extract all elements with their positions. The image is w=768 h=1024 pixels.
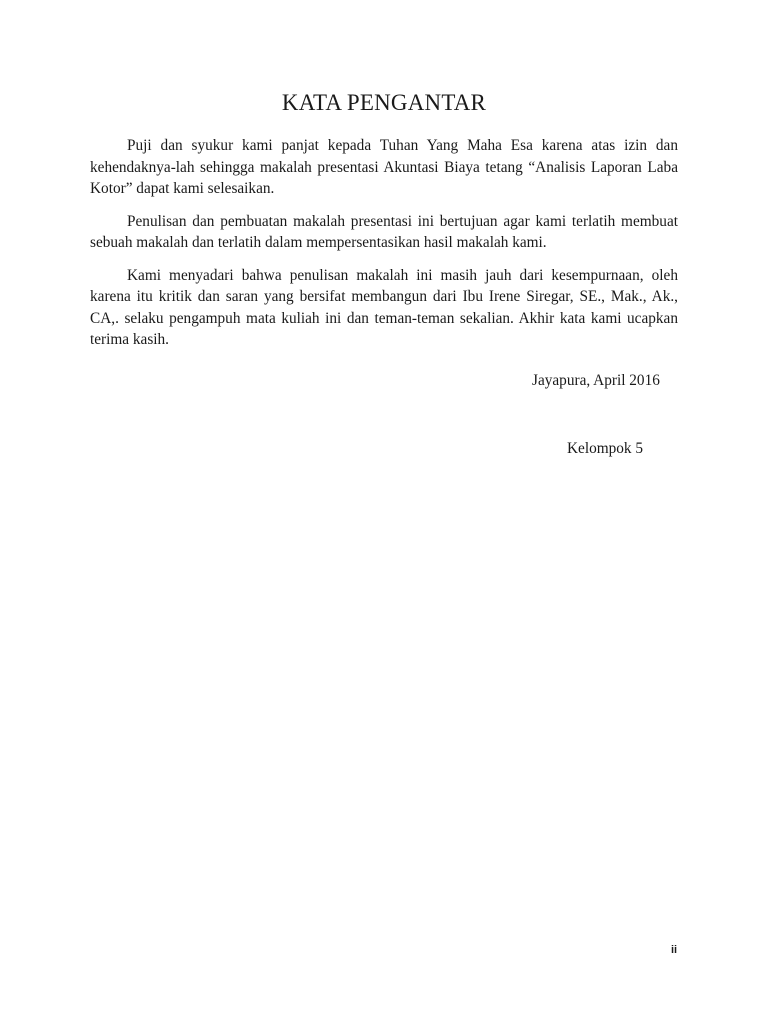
page-title: KATA PENGANTAR: [281, 90, 487, 115]
page-number: ii: [671, 944, 678, 956]
body-text: [90, 135, 678, 362]
signature: Kelompok 5: [567, 440, 644, 457]
paragraph-2: Penulisan dan pembuatan makalah presentasi ini bertujuan agar kami terlatih membuat sebuah makalah dan terlatih dalam mempersentasikan hasil makalah kami.: [90, 212, 678, 251]
paragraph-3: Kami menyadari bahwa penulisan makalah ini masih jauh dari kesempurnaan, oleh karena itu kritik dan saran yang bersifat membangun dari Ibu Irene Siregar, SE., Mak., Ak., CA,. selaku pengampuh mata kuliah ini dan teman-teman sekalian. Akhir kata kami ucapkan terima kasih.: [90, 266, 678, 348]
paragraph-1: Puji dan syukur kami panjat kepada Tuhan Yang Maha Esa karena atas izin dan kehendaknya-lah sehingga makalah presentasi Akuntasi Biaya tetang “Analisis Laporan Laba Kotor” dapat kami selesaikan.: [90, 137, 678, 197]
place-date: Jayapura, April 2016: [532, 372, 660, 389]
